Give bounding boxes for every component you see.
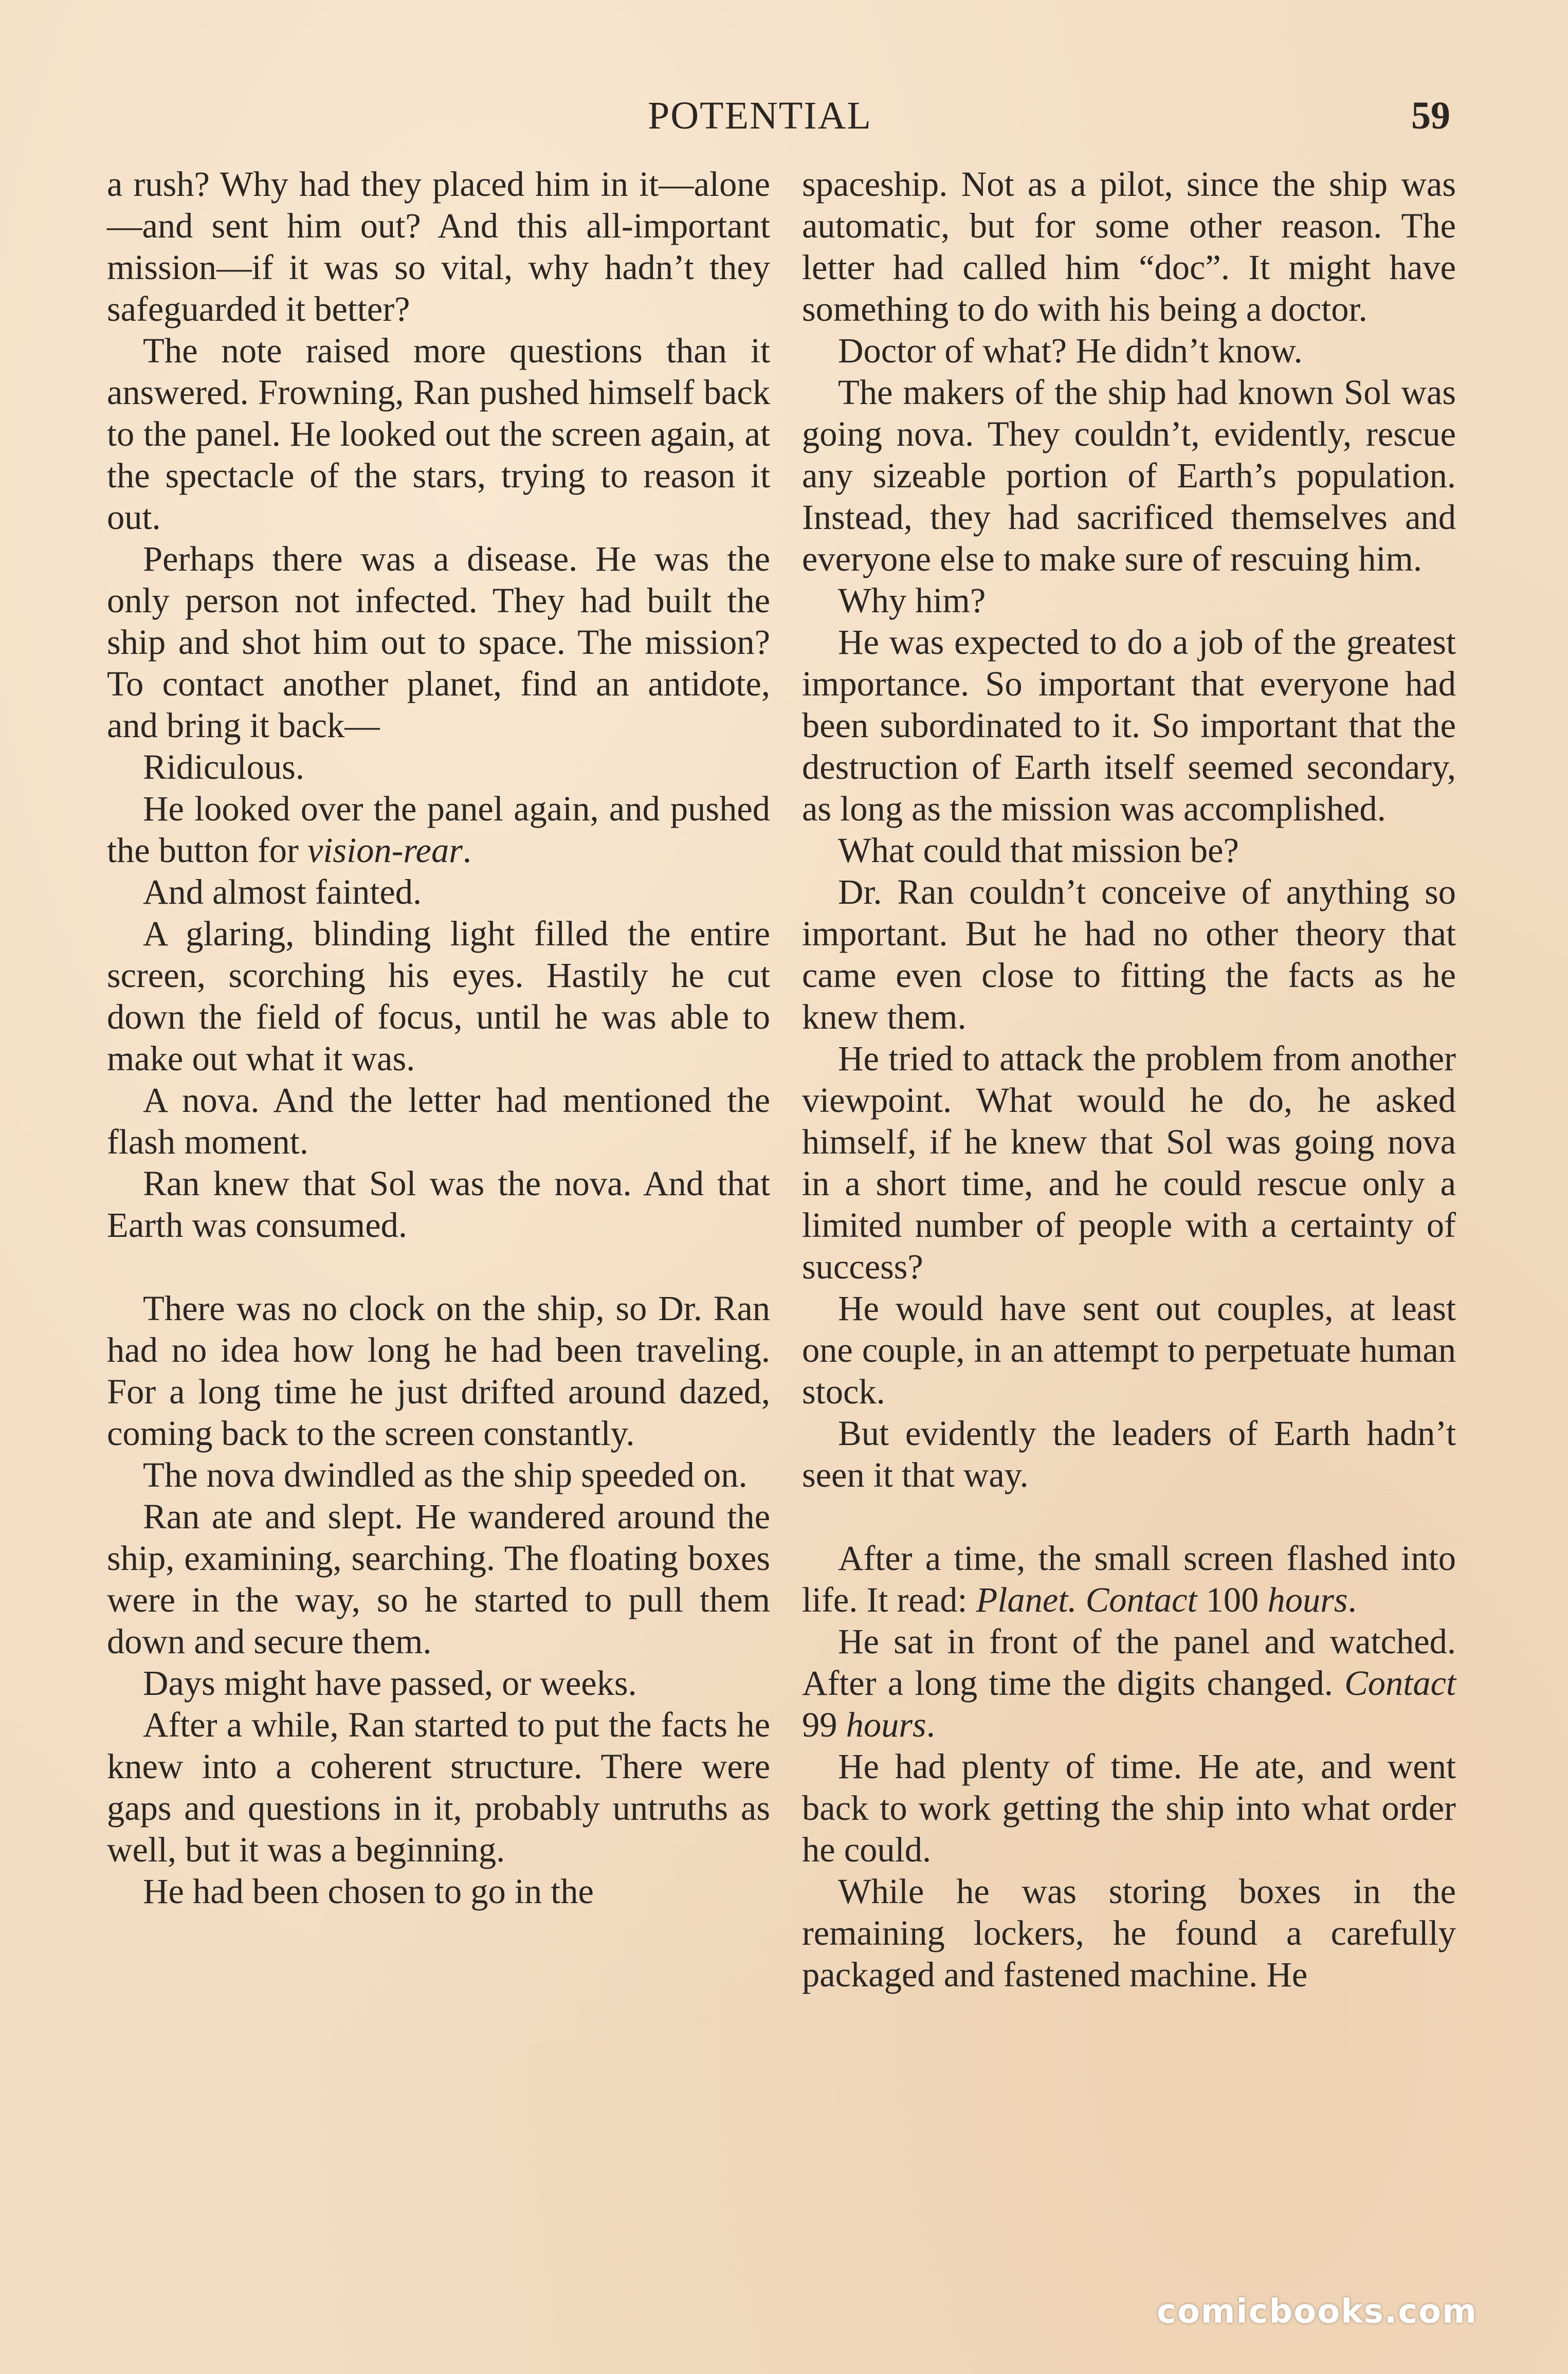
paragraph: He tried to attack the problem from another viewpoint. What would he do, he asked himself, if he knew that Sol was going nova in a short time, and he could rescue only a limited number of people with a certainty of success? [802,1039,1456,1286]
paragraph: a rush? Why had they placed him in it—alone—and sent him out? And this all-important mission—if it was so vital, why hadn’t they safeguarded it better? [107,165,770,328]
paragraph: After a time, the small screen flashed into life. It read: Planet. Contact 100 hours. [802,1539,1456,1619]
paragraph: Ridiculous. [143,747,304,787]
watermark: comicbooks.com [1157,2293,1478,2331]
running-head [0,87,1568,144]
page-number: 59 [1411,94,1450,137]
paragraph: After a while, Ran started to put the facts he knew into a coherent structure. There were gaps and questions in it, probably untruths as well, but it was a beginning. [107,1705,770,1869]
paragraph: The makers of the ship had known Sol was going nova. They couldn’t, evidently, rescue any sizeable portion of Earth’s population. Instead, they had sacrificed themselves and everyone else to make sure of rescuing him. [802,373,1456,578]
paragraph: Days might have passed, or weeks. [143,1664,637,1703]
paragraph: Ran knew that Sol was the nova. And that Earth was consumed. [107,1164,770,1245]
section-break [802,1496,1456,1538]
paragraph: And almost fainted. [143,872,422,911]
right-text-column [802,163,1456,1996]
paragraph: What could that mission be? [838,831,1239,870]
paragraph: He had plenty of time. He ate, and went back to work getting the ship into what order he could. [802,1747,1456,1869]
paragraph: But evidently the leaders of Earth hadn’t seen it that way. [802,1414,1456,1494]
paragraph: He looked over the panel again, and pushed the button for vision-rear. [107,789,770,870]
section-break [107,1246,770,1288]
running-title: POTENTIAL [648,94,872,137]
paragraph: Doctor of what? He didn’t know. [838,331,1303,370]
paragraph: He sat in front of the panel and watched. After a long time the digits changed. Contact 99 hours. [802,1622,1456,1744]
paragraph: Why him? [838,581,986,620]
paragraph: A nova. And the letter had mentioned the flash moment. [107,1081,770,1161]
left-text-column [107,163,770,1912]
paragraph: spaceship. Not as a pilot, since the ship was automatic, but for some other reason. The letter had called him “doc”. It might have something to do with his being a doctor. [802,165,1456,328]
paragraph: While he was storing boxes in the remaining lockers, he found a carefully packaged and fastened machine. He [802,1872,1456,1994]
paragraph: A glaring, blinding light filled the entire screen, scorching his eyes. Hastily he cut down the field of focus, until he was able to make out what it was. [107,914,770,1078]
paragraph: He had been chosen to go in the [143,1872,594,1911]
paragraph: Dr. Ran couldn’t conceive of anything so important. But he had no other theory that came even close to fitting the facts as he knew them. [802,872,1456,1036]
paragraph: Perhaps there was a disease. He was the only person not infected. They had built the ship and shot him out to space. The mission? To contact another planet, find an antidote, and bring it back— [107,539,770,745]
paragraph: There was no clock on the ship, so Dr. Ran had no idea how long he had been traveling. For a long time he just drifted around dazed, coming back to the screen constantly. [107,1289,770,1453]
paragraph: The note raised more questions than it answered. Frowning, Ran pushed himself back to the panel. He looked out the screen again, at the spectacle of the stars, trying to reason it out. [107,331,770,537]
paragraph: He would have sent out couples, at least one couple, in an attempt to perpetuate human stock. [802,1289,1456,1411]
paragraph: The nova dwindled as the ship speeded on. [143,1455,747,1494]
paragraph: Ran ate and slept. He wandered around the ship, examining, searching. The floating boxes were in the way, so he started to pull them down and secure them. [107,1497,770,1661]
paragraph: He was expected to do a job of the greatest importance. So important that everyone had been subordinated to it. So important that the destruction of Earth itself seemed secondary, as long as the mission was accomplished. [802,623,1456,828]
